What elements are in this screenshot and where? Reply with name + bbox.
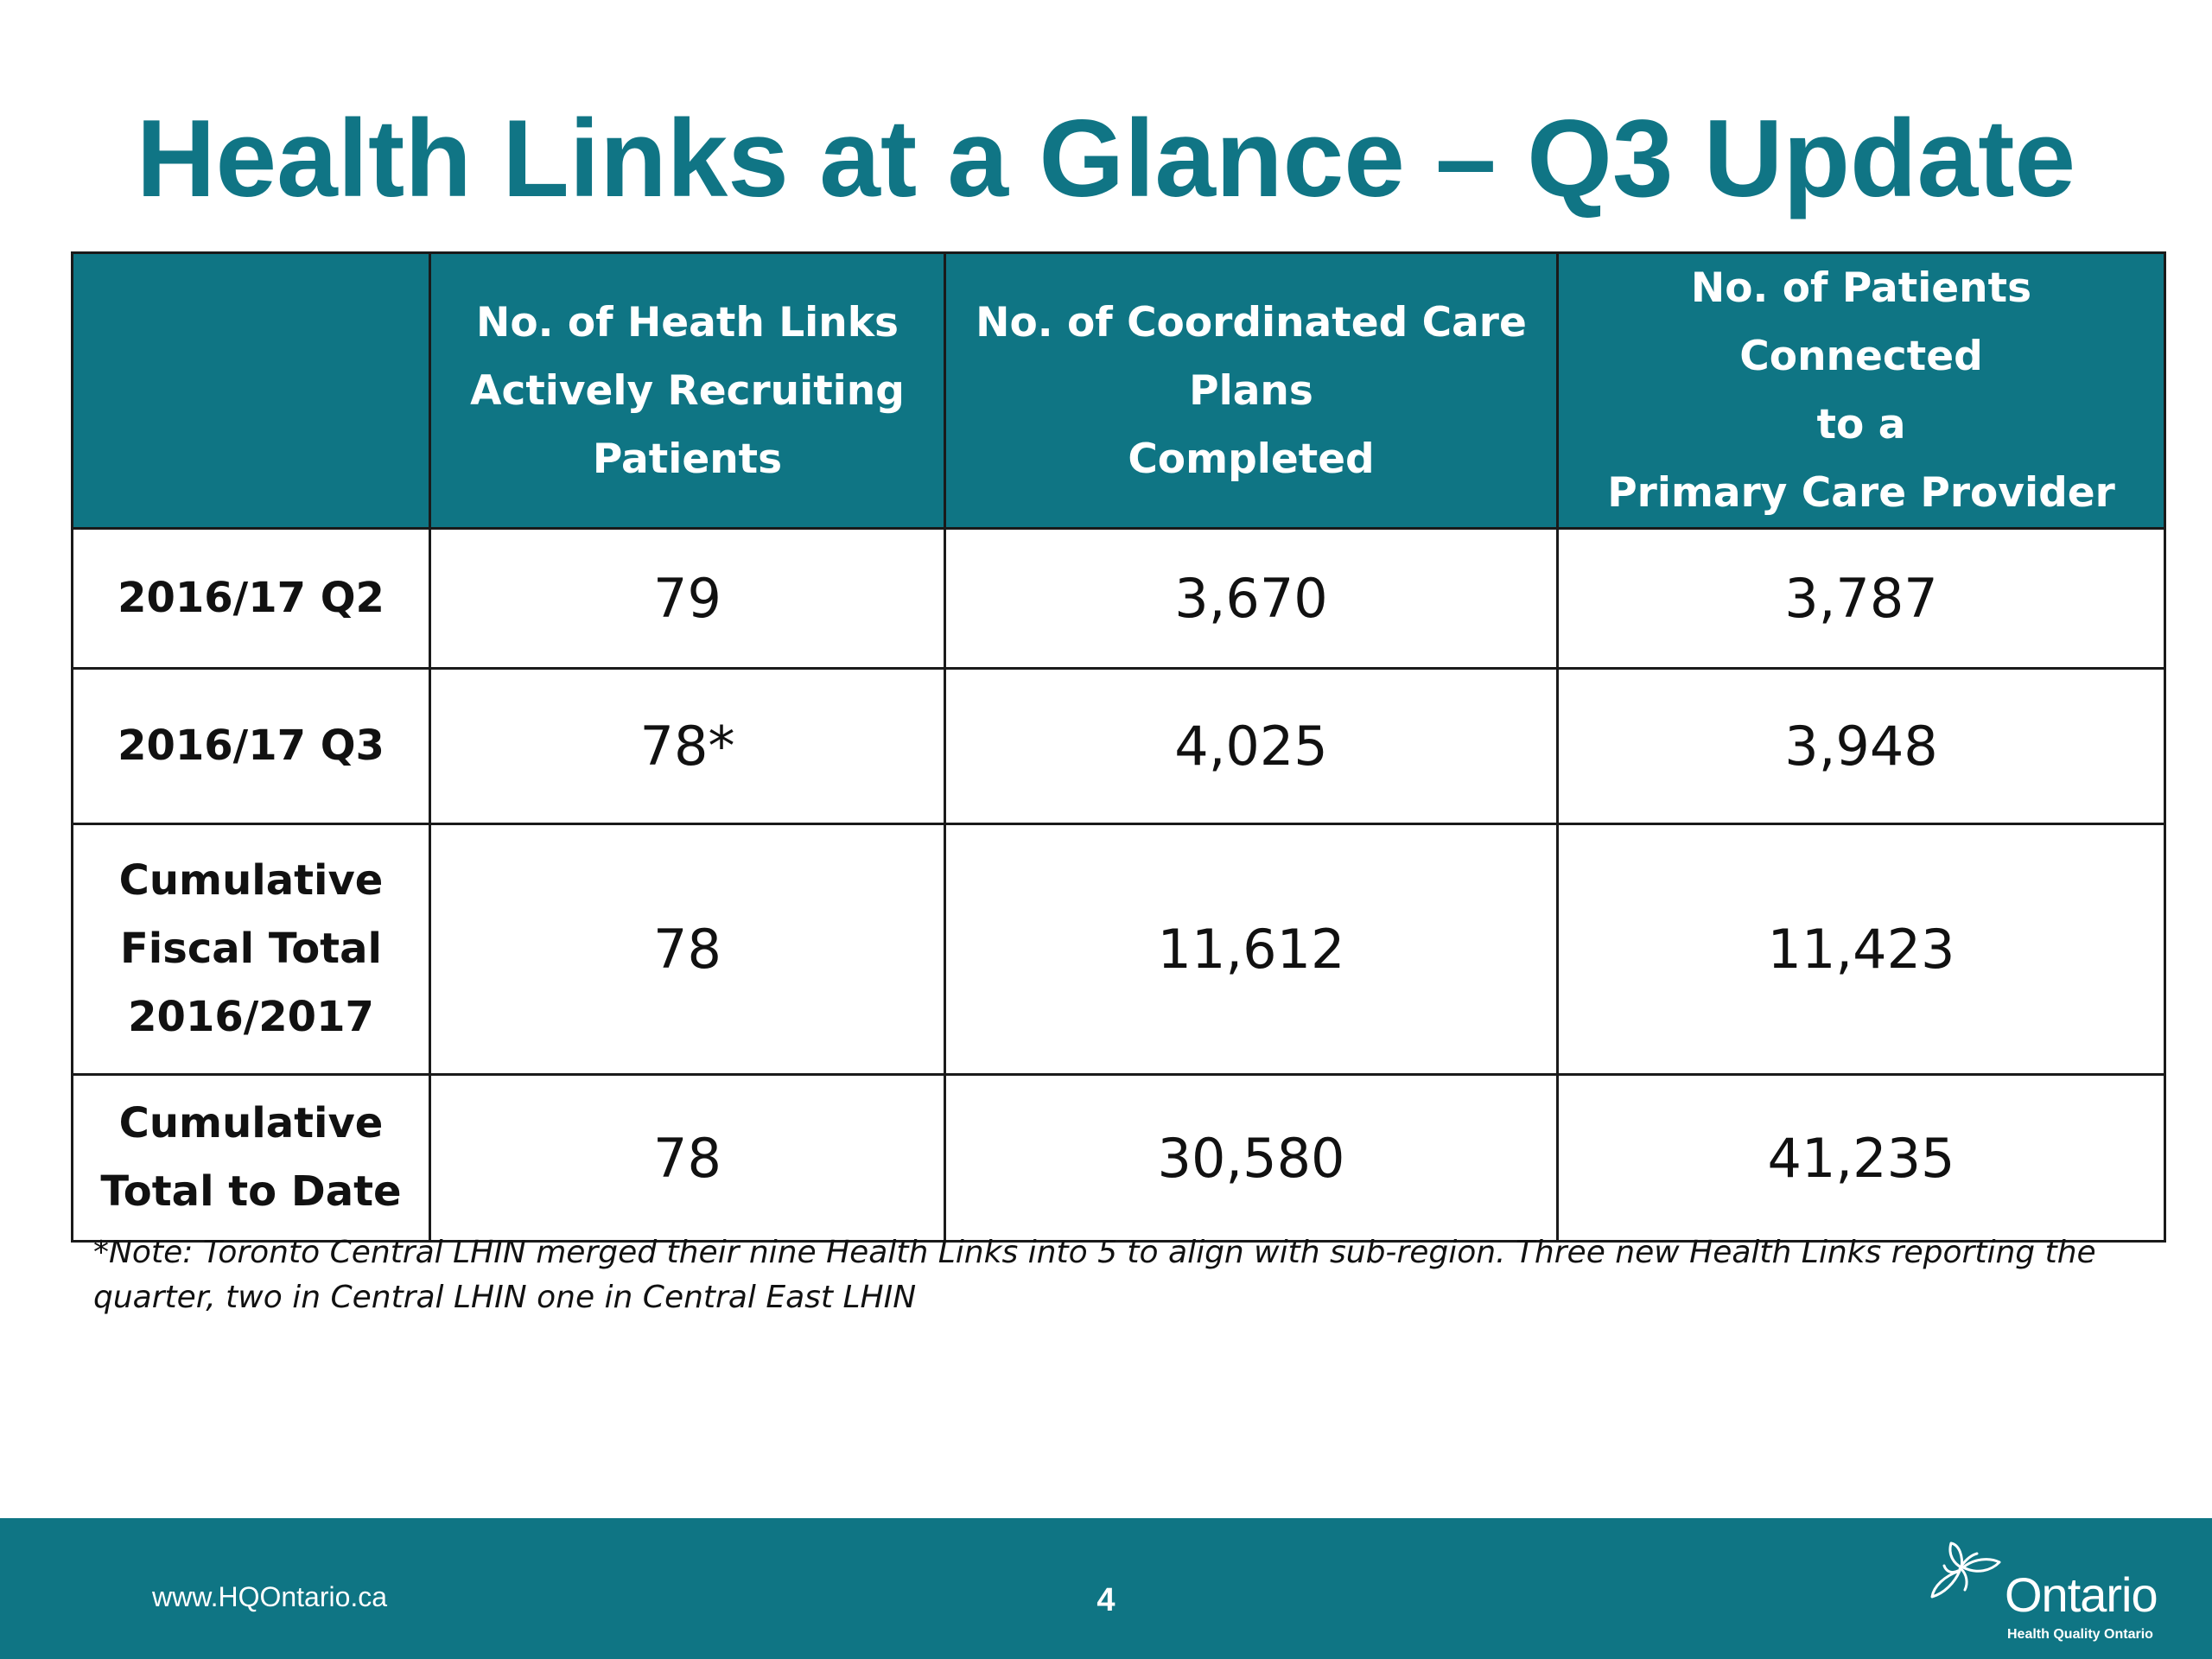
table-cell: 11,612 [945,824,1558,1075]
row-label [73,529,430,669]
table-header-row [73,253,2165,529]
row-label-line: Cumulative [118,856,384,905]
logo-wordmark: Ontario [2005,1567,2158,1622]
slide-title: Health Links at a Glance – Q3 Update [136,97,2076,219]
header-line: No. of Heath Links [476,298,899,346]
row-label-line: Fiscal Total [120,925,382,973]
row-label [73,669,430,824]
row-label [73,824,430,1075]
logo-subtitle: Health Quality Ontario [2007,1627,2153,1642]
header-health-links-recruiting [430,253,945,529]
table-cell: 78* [430,669,945,824]
header-patients-connected [1558,253,2165,529]
header-line: No. of Coordinated Care [976,298,1527,346]
table-cell: 78 [430,824,945,1075]
table-cell: 11,423 [1558,824,2165,1075]
page-number: 4 [1096,1582,1116,1618]
health-links-table [71,251,2166,1243]
ontario-logo [1925,1536,2167,1649]
table-cell: 78 [430,1075,945,1242]
row-label-line: 2016/17 Q3 [118,721,385,770]
row-label-line: 2016/2017 [128,993,374,1041]
table-row [73,529,2165,669]
row-label-line: Total to Date [100,1167,402,1216]
table-row [73,1075,2165,1242]
footnote: *Note: Toronto Central LHIN merged their nine Health Links into 5 to align with sub-region. Three new Health Links reporting the quarter, two in Central LHIN one in Central East LHIN [93,1235,2096,1315]
table-cell: 4,025 [945,669,1558,824]
header-line: to a [1816,401,1906,448]
row-label-line: 2016/17 Q2 [118,574,385,622]
table-cell: 3,787 [1558,529,2165,669]
table-cell: 30,580 [945,1075,1558,1242]
table-cell: 3,948 [1558,669,2165,824]
table-cell: 79 [430,529,945,669]
header-blank-cell [73,253,430,529]
header-line: Primary Care Provider [1607,469,2115,517]
footer-url[interactable]: www.HQOntario.ca [152,1581,388,1612]
header-line: Completed [1128,435,1375,483]
header-line: Patients [592,435,783,483]
header-coordinated-care-plans [945,253,1558,529]
table-cell: 3,670 [945,529,1558,669]
table-cell: 41,235 [1558,1075,2165,1242]
row-label [73,1075,430,1242]
header-line: Plans [1189,366,1313,415]
header-line: No. of Patients Connected [1690,264,2032,380]
header-line: Actively Recruiting [470,366,905,415]
trillium-icon [1925,1536,2005,1616]
table-row [73,669,2165,824]
table-row [73,824,2165,1075]
row-label-line: Cumulative [118,1099,384,1147]
